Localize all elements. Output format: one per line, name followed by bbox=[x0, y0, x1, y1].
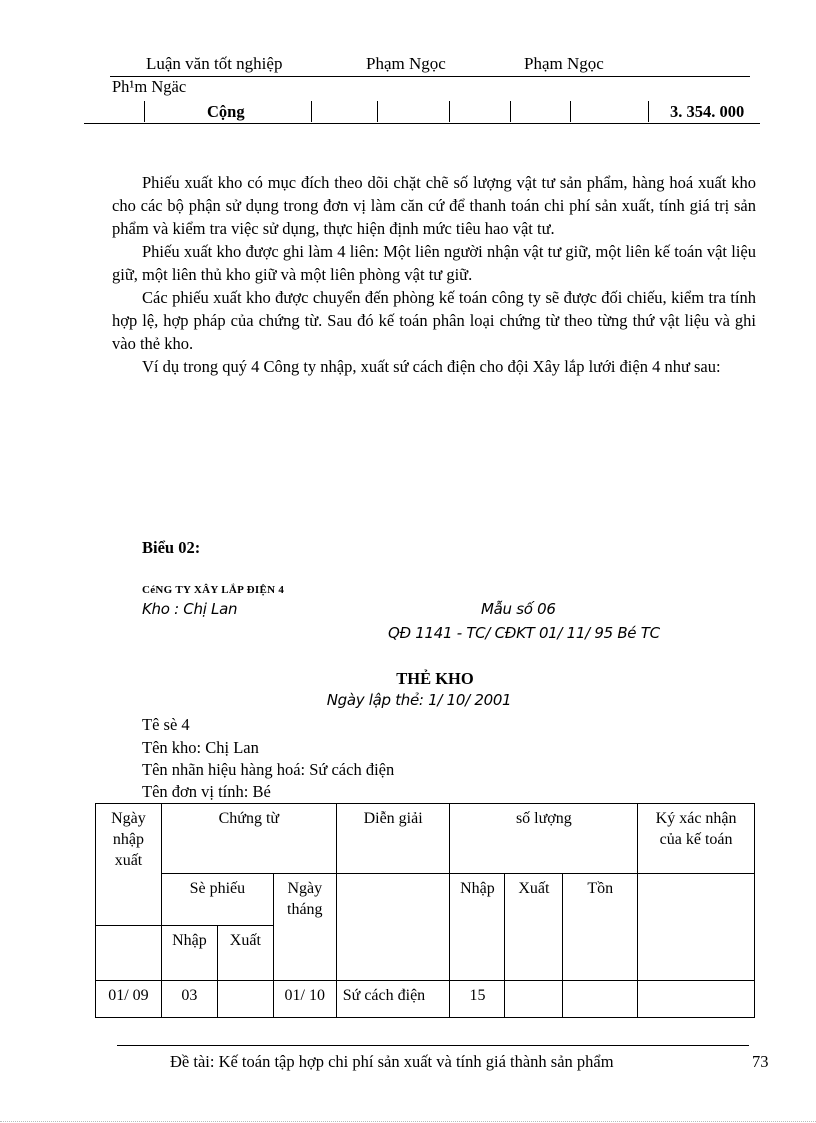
warehouse-name: Tên kho: Chị Lan bbox=[142, 738, 259, 757]
header-empty bbox=[638, 874, 755, 981]
table-border bbox=[449, 101, 450, 122]
header-ton: Tồn bbox=[563, 874, 638, 981]
header-so-phieu: Sè phiếu bbox=[161, 874, 273, 926]
header-sp-xuat: Xuất bbox=[217, 926, 273, 981]
decision-ref: QĐ 1141 - TC/ CĐKT 01/ 11/ 95 Bé TC bbox=[388, 624, 660, 642]
header-chung-tu: Chứng từ bbox=[161, 804, 336, 874]
paragraph: Phiếu xuất kho có mục đích theo dõi chặt chẽ số lượng vật tư sản phẩm, hàng hoá xuất kho cho các bộ phận sử dụng trong đơn vị làm căn cứ để thanh toán chi phí sản xuất, tính giá trị sản phẩm và kiểm tra việc sử dụng, thực hiện định mức tiêu hao vật tư. bbox=[112, 173, 756, 238]
cell-ky bbox=[638, 981, 755, 1018]
table-subheader-row bbox=[96, 874, 755, 926]
header-so-luong: số lượng bbox=[450, 804, 638, 874]
author-line-2: Ph¹m Ngäc bbox=[112, 77, 187, 96]
table-border bbox=[510, 101, 511, 122]
footer-topic: Đề tài: Kế toán tập hợp chi phí sản xuất và tính giá thành sản phẩm bbox=[170, 1052, 614, 1071]
bieu-label: Biểu 02: bbox=[142, 538, 201, 557]
paragraph: Phiếu xuất kho được ghi làm 4 liên: Một liên người nhận vật tư giữ, một liên kế toán vật liệu giữ, một liên thủ kho giữ và một liên phòng vật tư giữ. bbox=[112, 242, 756, 284]
sheet-number: Tê sè 4 bbox=[142, 715, 190, 734]
table-header-row bbox=[96, 804, 755, 874]
cell-ton bbox=[563, 981, 638, 1018]
body-text bbox=[112, 171, 756, 378]
header-sp-nhap: Nhập bbox=[161, 926, 217, 981]
cell-ngay-thang: 01/ 10 bbox=[273, 981, 336, 1018]
cell-sp-nhap: 03 bbox=[161, 981, 217, 1018]
page-number: 73 bbox=[752, 1052, 769, 1071]
header-ngay: Ngày nhập xuất bbox=[96, 804, 162, 926]
table-row bbox=[96, 981, 755, 1018]
header-ngay-thang: Ngày tháng bbox=[273, 874, 336, 981]
header-dien-giai: Diễn giải bbox=[336, 804, 450, 874]
cell-nhap: 15 bbox=[450, 981, 505, 1018]
header-rule bbox=[110, 76, 750, 77]
footer-rule bbox=[117, 1045, 749, 1046]
company-name: CéNG TY XÂY LẮP ĐIỆN 4 bbox=[142, 584, 285, 596]
page-edge bbox=[0, 1121, 816, 1122]
cell-ngay: 01/ 09 bbox=[96, 981, 162, 1018]
table-border bbox=[570, 101, 571, 122]
cell-xuat bbox=[505, 981, 563, 1018]
warehouse-keeper: Kho : Chị Lan bbox=[142, 600, 238, 618]
paragraph: Các phiếu xuất kho được chuyển đến phòng kế toán công ty sẽ được đối chiếu, kiểm tra tính hợp lệ, hợp pháp của chứng từ. Sau đó kế toán phân loại chứng từ theo từng thứ vật liệu và ghi vào thẻ kho. bbox=[112, 288, 756, 353]
author-name: Phạm Ngọc bbox=[366, 54, 446, 73]
header-empty bbox=[96, 926, 162, 981]
paragraph: Ví dụ trong quý 4 Công ty nhập, xuất sứ cách điện cho đội Xây lắp lưới điện 4 như sau: bbox=[142, 357, 721, 376]
header-nhap: Nhập bbox=[450, 874, 505, 981]
cell-dien-giai: Sứ cách điện bbox=[336, 981, 450, 1018]
total-label: Cộng bbox=[207, 102, 245, 121]
stock-card-table bbox=[95, 803, 755, 1018]
total-amount: 3. 354. 000 bbox=[670, 102, 745, 121]
unit-name: Tên đơn vị tính: Bé bbox=[142, 782, 271, 801]
table-border bbox=[311, 101, 312, 122]
header-xuat: Xuất bbox=[505, 874, 563, 981]
form-number: Mẫu số 06 bbox=[481, 600, 556, 618]
author-name-repeat: Phạm Ngọc bbox=[524, 54, 604, 73]
total-rule bbox=[84, 123, 760, 124]
date-line: Ngày lập thẻ: 1/ 10/ 2001 bbox=[326, 691, 512, 709]
brand-name: Tên nhãn hiệu hàng hoá: Sứ cách điện bbox=[142, 760, 395, 779]
page-title: THẺ KHO bbox=[396, 669, 474, 688]
header-empty bbox=[336, 874, 450, 981]
cell-sp-xuat bbox=[217, 981, 273, 1018]
table-border bbox=[377, 101, 378, 122]
thesis-label: Luận văn tốt nghiệp bbox=[146, 54, 283, 73]
table-border bbox=[144, 101, 145, 122]
header-ky-xac-nhan: Ký xác nhận của kế toán bbox=[638, 804, 755, 874]
table-border bbox=[648, 101, 649, 122]
